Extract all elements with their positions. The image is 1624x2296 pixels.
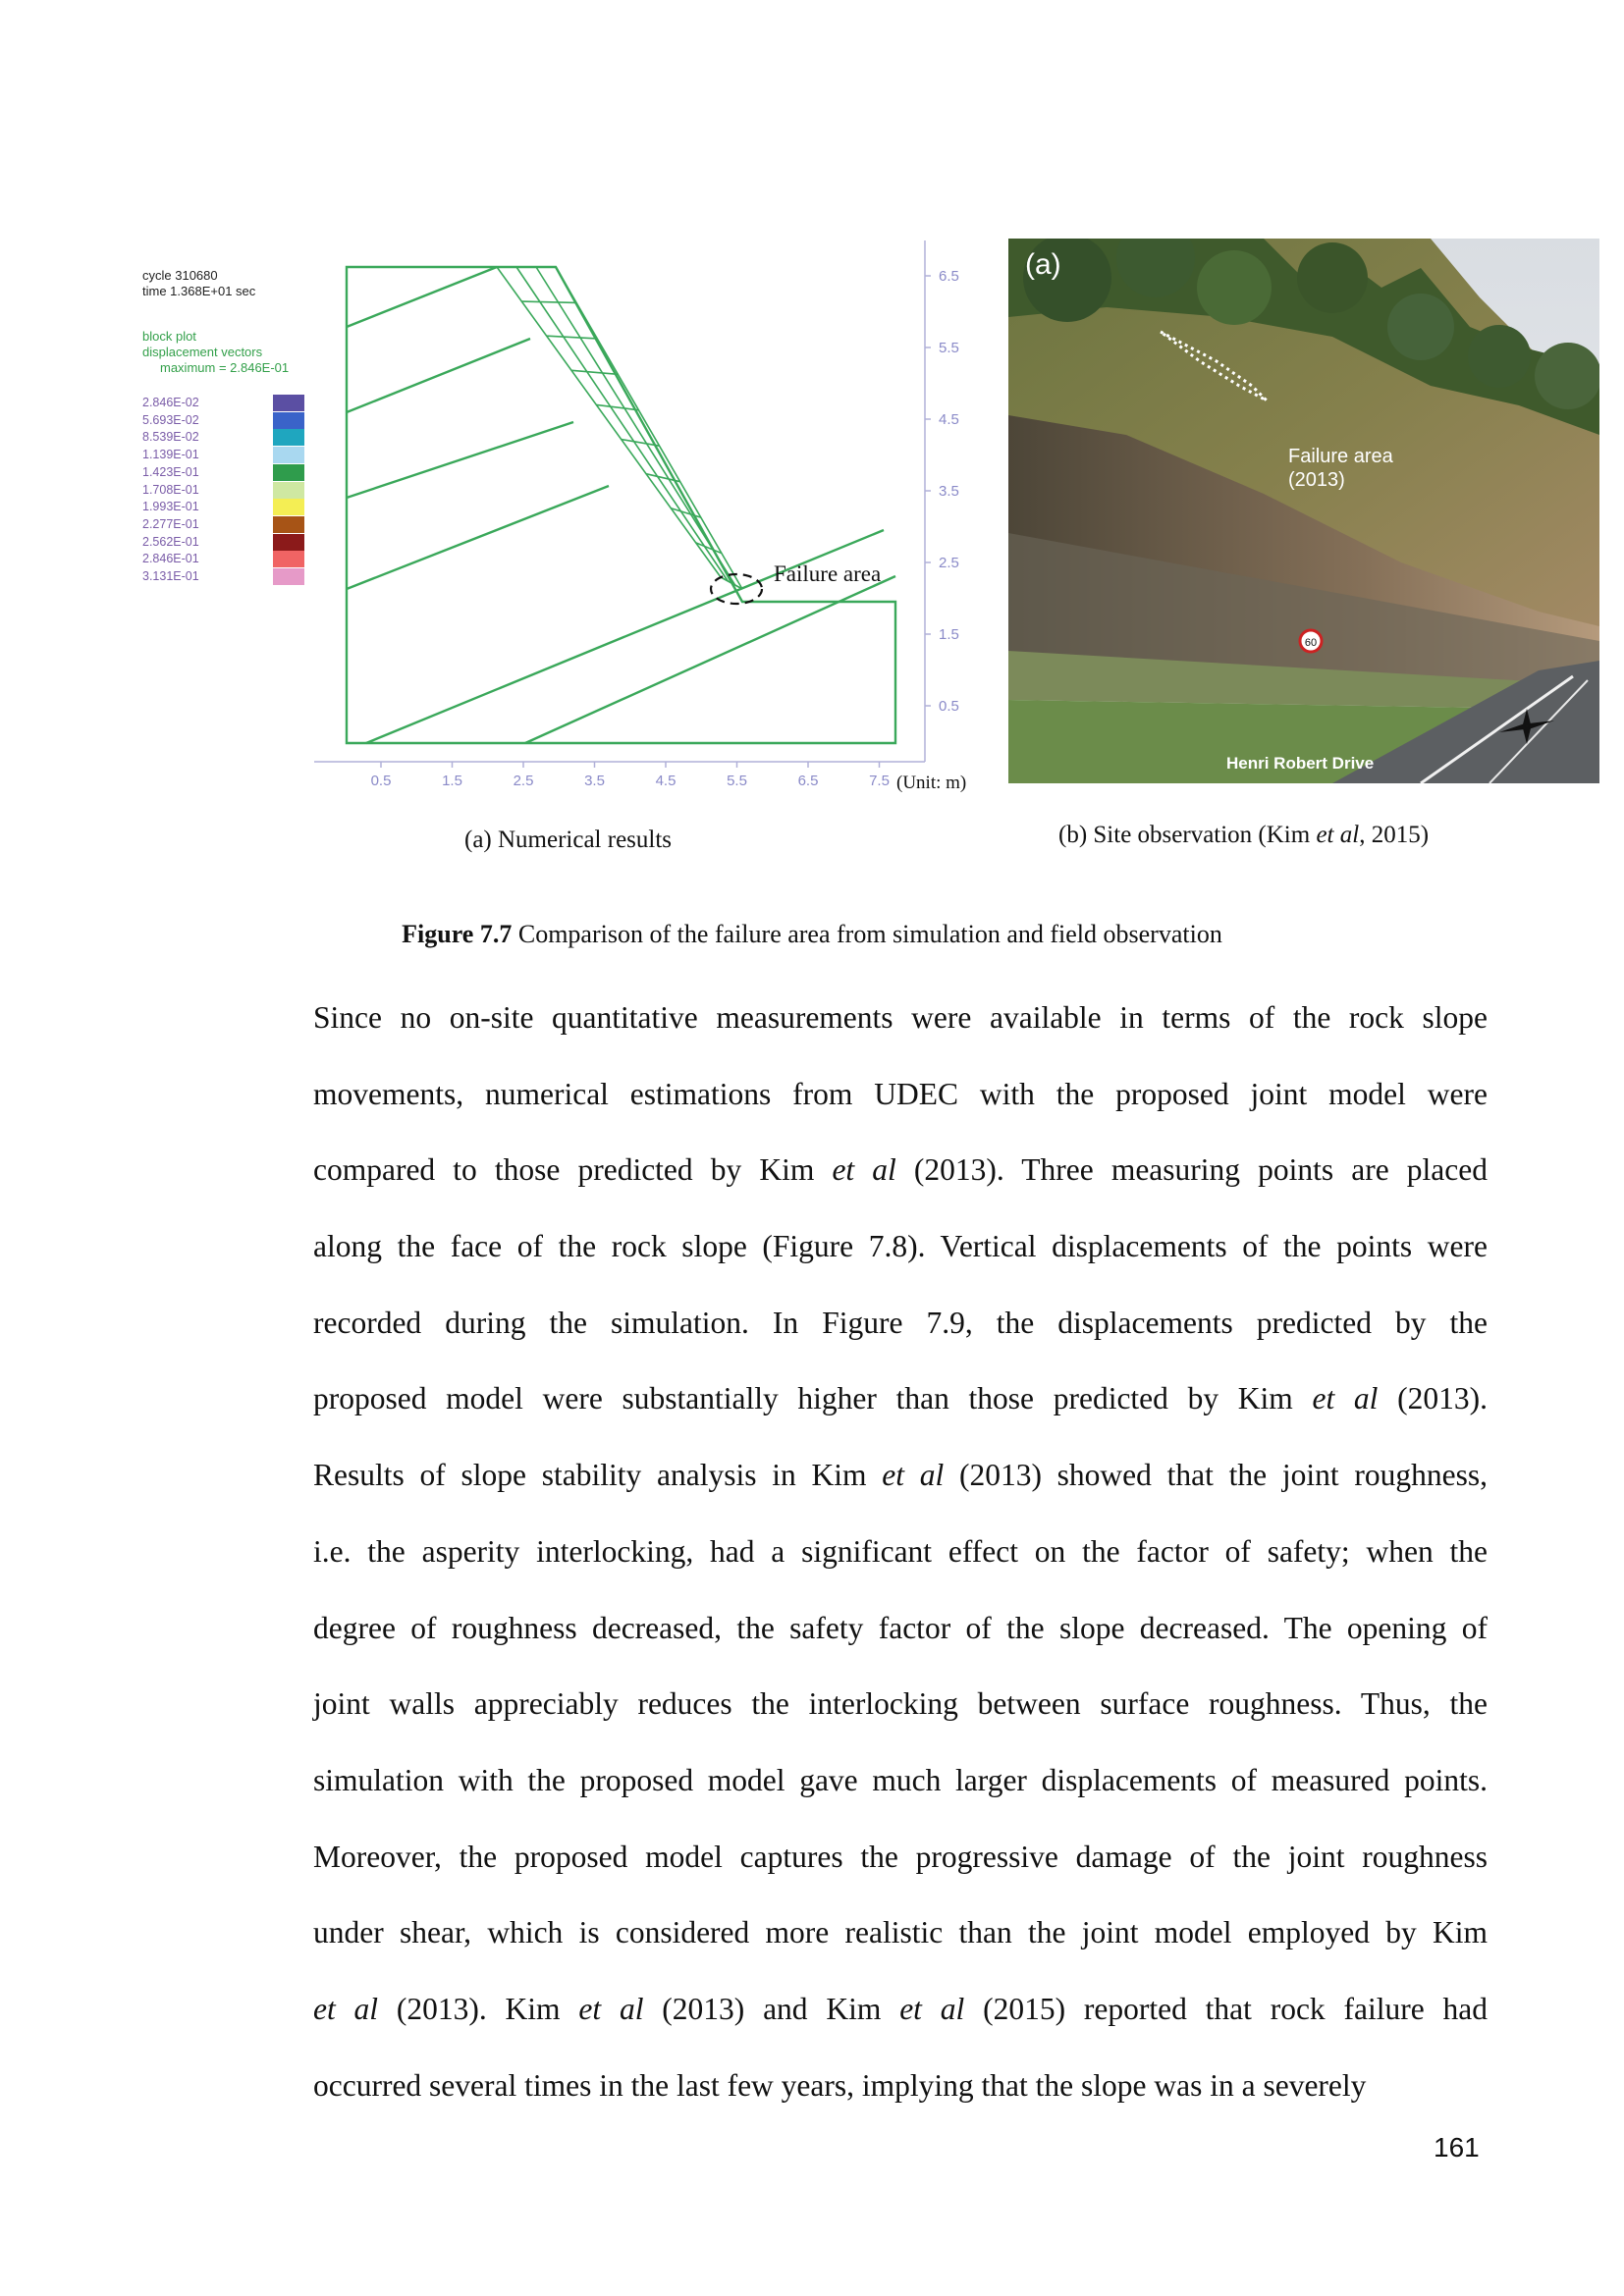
citation-etal: et al — [899, 1991, 965, 2026]
text-segment: (2013) showed that the joint roughness, — [944, 1458, 1488, 1493]
citation-etal: et al — [832, 1152, 896, 1188]
legend-title-line1: block plot — [142, 329, 196, 344]
body-line — [313, 1751, 1488, 1828]
x-tick-label: 7.5 — [869, 773, 890, 789]
mesh-cross-line — [547, 336, 598, 339]
citation-etal: et al — [578, 1991, 644, 2026]
numerical-results-figure — [128, 226, 992, 805]
y-tick-label: 2.5 — [939, 555, 959, 571]
photo-illustration — [1008, 239, 1599, 783]
photo-failure-label-line2: (2013) — [1288, 469, 1345, 491]
legend-value: 2.562E-01 — [142, 534, 199, 549]
body-line — [313, 1065, 1488, 1142]
x-tick-label: 2.5 — [513, 773, 534, 789]
text-segment: recorded during the simulation. In Figure 7.9, the displacements predicted by the — [313, 1305, 1488, 1340]
legend-value: 2.277E-01 — [142, 516, 199, 531]
legend-value: 1.993E-01 — [142, 500, 199, 514]
legend-value: 2.846E-01 — [142, 552, 199, 566]
body-line — [313, 1675, 1488, 1751]
unit-label: (Unit: m) — [896, 773, 967, 793]
x-tick-label: 3.5 — [584, 773, 605, 789]
y-tick-label: 1.5 — [939, 626, 959, 643]
body-line — [313, 1980, 1488, 2056]
photo-failure-label-line1: Failure area — [1288, 446, 1393, 467]
body-line — [313, 1828, 1488, 1904]
text-segment: compared to those predicted by Kim — [313, 1152, 833, 1188]
body-line — [313, 1294, 1488, 1370]
y-tick-label: 6.5 — [939, 268, 959, 285]
photo-failure-label — [1288, 445, 1393, 492]
text-segment: degree of roughness decreased, the safety factor of the slope decreased. The opening of — [313, 1610, 1488, 1645]
joint-line — [347, 422, 573, 498]
mesh-long-line — [556, 267, 742, 589]
x-tick-label: 1.5 — [442, 773, 462, 789]
legend-value: 8.539E-02 — [142, 430, 199, 445]
body-line — [313, 1369, 1488, 1446]
body-line — [313, 1599, 1488, 1676]
caption-b — [1058, 822, 1429, 849]
caption-b-suffix: , 2015) — [1359, 822, 1430, 848]
body-line — [313, 2056, 1488, 2133]
legend-maximum: maximum = 2.846E-01 — [160, 360, 290, 375]
speed-sign-text: 60 — [1304, 637, 1318, 649]
x-tick-label: 6.5 — [797, 773, 819, 789]
mesh-long-line — [536, 267, 735, 585]
figure-caption-label: Figure 7.7 — [402, 920, 513, 948]
figure-caption-text: Comparison of the failure area from simulation and field observation — [512, 920, 1222, 948]
text-segment: along the face of the rock slope (Figure 7.8). Vertical displacements of the points were — [313, 1229, 1488, 1264]
legend-time: time 1.368E+01 sec — [142, 284, 256, 298]
caption-a: (a) Numerical results — [464, 827, 673, 853]
body-line — [313, 1522, 1488, 1599]
body-line — [313, 1446, 1488, 1522]
text-segment: (2013). Three measuring points are placed — [895, 1152, 1488, 1188]
body-paragraph — [313, 988, 1488, 2132]
text-segment: simulation with the proposed model gave much larger displacements of measured points. — [313, 1762, 1488, 1797]
citation-etal: et al — [313, 1991, 379, 2026]
legend-cycle: cycle 310680 — [142, 268, 218, 283]
failure-area-annotation: Failure area — [774, 561, 882, 586]
y-tick-label: 0.5 — [939, 698, 959, 715]
text-segment: Results of slope stability analysis in Kim — [313, 1458, 883, 1493]
text-segment: occurred several times in the last few years, implying that the slope was in a severely — [313, 2067, 1367, 2103]
photo-road-name: Henri Robert Drive — [1226, 754, 1375, 773]
page-number: 161 — [1434, 2132, 1480, 2163]
mesh-long-line — [497, 267, 721, 577]
citation-etal: et al — [882, 1458, 945, 1493]
legend-value: 1.139E-01 — [142, 448, 199, 462]
text-segment: (2015) reported that rock failure had — [964, 1991, 1488, 2026]
legend-value: 2.846E-02 — [142, 396, 199, 409]
x-tick-label: 0.5 — [370, 773, 392, 789]
legend-value: 1.708E-01 — [142, 482, 199, 497]
caption-b-prefix: (b) Site observation (Kim — [1058, 822, 1317, 848]
mesh-cross-line — [521, 301, 576, 302]
legend-value: 1.423E-01 — [142, 464, 199, 479]
text-segment: Since no on-site quantitative measurements were available in terms of the rock slope — [313, 1000, 1488, 1035]
text-segment: movements, numerical estimations from UDEC with the proposed joint model were — [313, 1076, 1488, 1111]
mesh-long-line — [516, 267, 728, 581]
body-line — [313, 1141, 1488, 1217]
mesh-cross-line — [571, 370, 618, 374]
joint-line — [347, 267, 497, 327]
text-segment: (2013). — [1378, 1381, 1488, 1416]
udec-block-plot — [128, 226, 992, 805]
citation-etal: et al — [1312, 1381, 1379, 1416]
site-observation-photo — [1008, 239, 1599, 783]
text-segment: joint walls appreciably reduces the interlocking between surface roughness. Thus, the — [313, 1686, 1488, 1722]
body-line — [313, 1217, 1488, 1294]
joint-line — [347, 339, 530, 412]
joint-line — [347, 486, 609, 589]
text-segment: (2013) and Kim — [643, 1991, 900, 2026]
y-tick-label: 5.5 — [939, 340, 959, 356]
text-segment: i.e. the asperity interlocking, had a significant effect on the factor of safety; when the — [313, 1533, 1488, 1569]
body-line — [313, 1903, 1488, 1980]
text-segment: Moreover, the proposed model captures the progressive damage of the joint roughness — [313, 1839, 1488, 1874]
text-segment: proposed model were substantially higher than those predicted by Kim — [313, 1381, 1313, 1416]
x-tick-label: 5.5 — [727, 773, 747, 789]
y-tick-label: 3.5 — [939, 483, 959, 500]
figure-caption — [0, 920, 1624, 949]
legend-value: 5.693E-02 — [142, 412, 199, 427]
caption-b-italic: et al — [1316, 822, 1360, 848]
slope-block-outline — [347, 267, 895, 743]
x-tick-label: 4.5 — [655, 773, 677, 789]
text-segment: (2013). Kim — [378, 1991, 579, 2026]
body-line — [313, 988, 1488, 1065]
y-tick-label: 4.5 — [939, 411, 959, 428]
legend-value: 3.131E-01 — [142, 569, 199, 583]
text-segment: under shear, which is considered more realistic than the joint model employed by Kim — [313, 1915, 1488, 1950]
photo-panel-label: (a) — [1025, 248, 1061, 281]
legend-title-line2: displacement vectors — [142, 345, 263, 359]
